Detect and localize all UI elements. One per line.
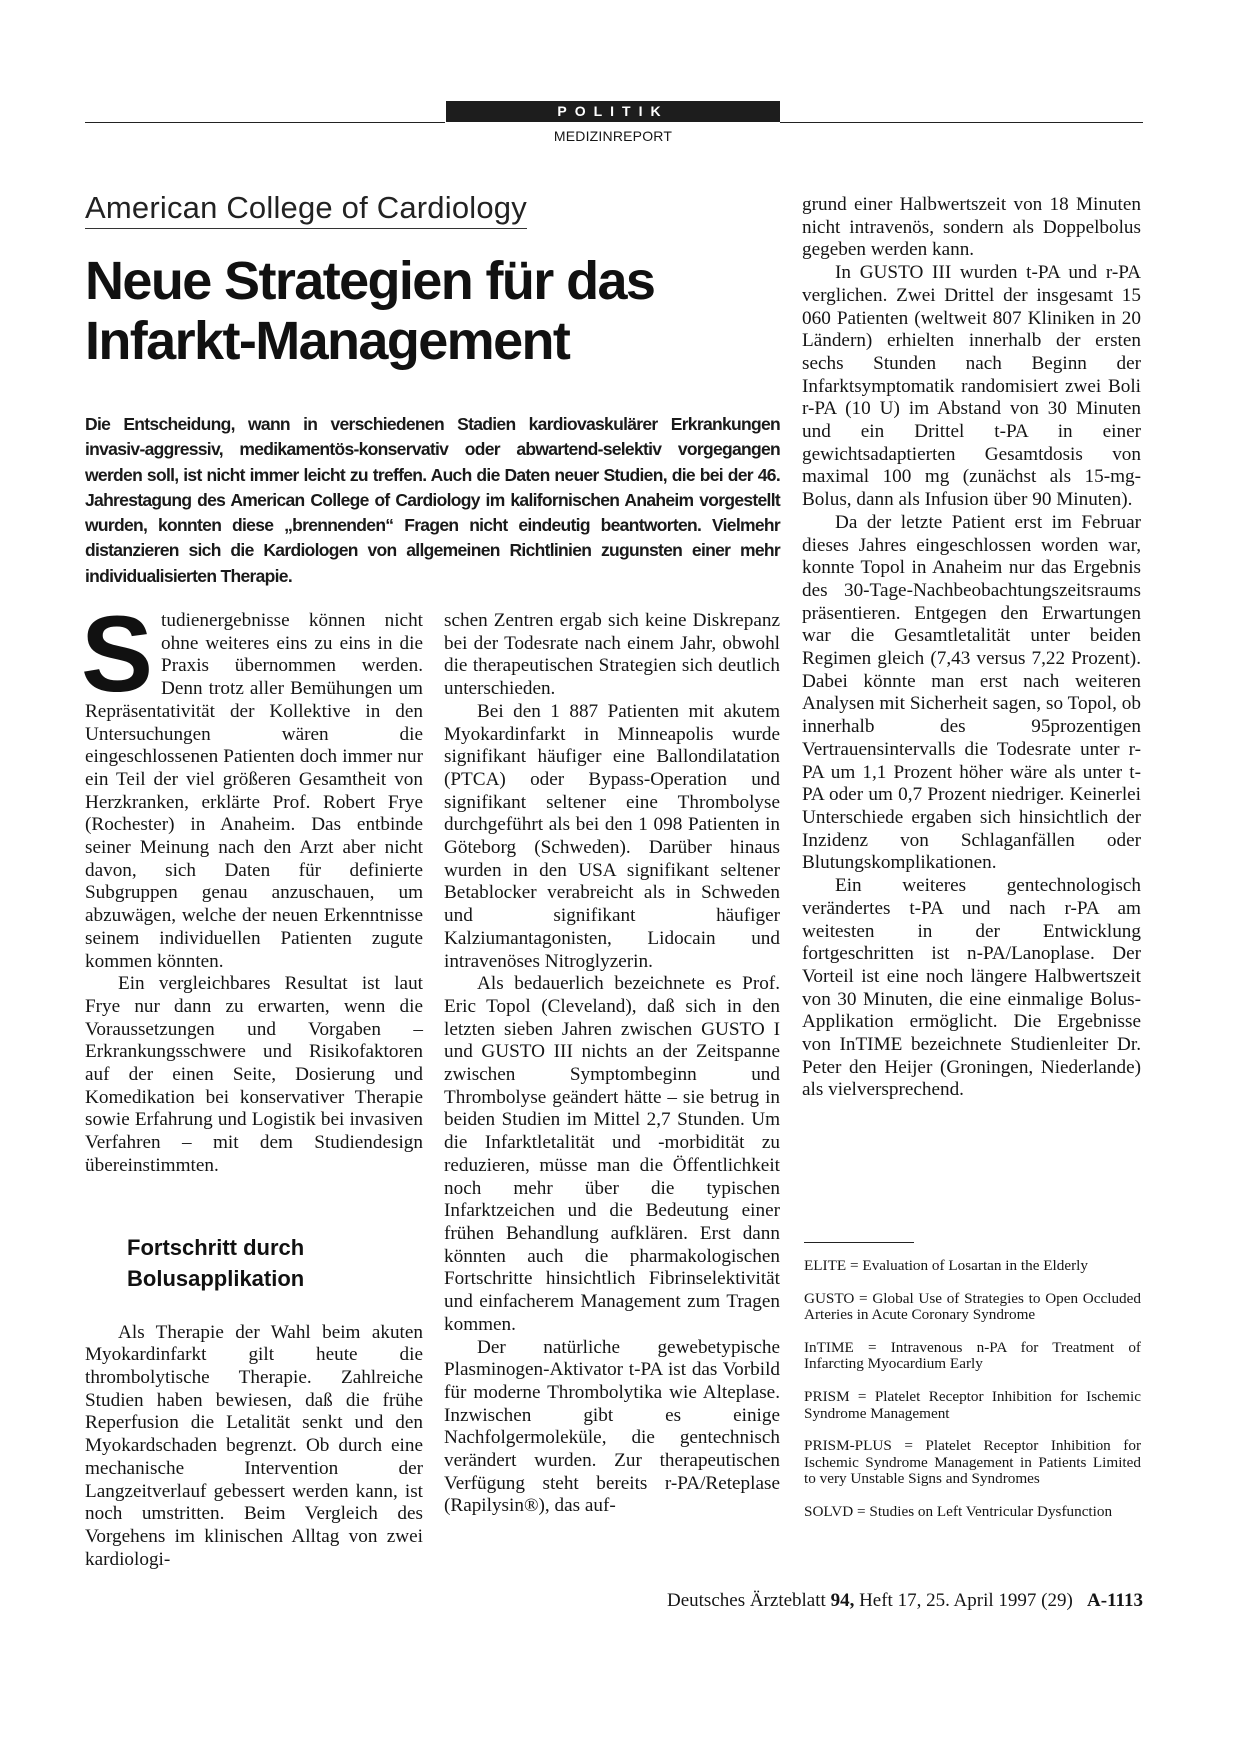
section-subhead — [127, 1232, 423, 1294]
page-footer — [667, 1590, 1143, 1612]
glossary-item: PRISM-PLUS = Platelet Receptor Inhibition for Ischemic Syndrome Management in Patients Limited to very Unstable Signs and Syndromes — [804, 1437, 1141, 1488]
glossary-rule — [804, 1242, 914, 1243]
page-number: A-1113 — [1087, 1590, 1143, 1611]
article-kicker: American College of Cardiology — [85, 190, 527, 229]
paragraph: Ein vergleichbares Resultat ist laut Frye nur dann zu erwarten, wenn die Voraussetzungen und Vorgaben – Erkrankungsschwere und Risikofaktoren auf der einen Seite, Dosierung und Komedikation bei konservativer Therapie sowie Erfahrung und Logistik bei invasiven Verfahren – mit dem Studiendesign übereinstimmten. — [85, 973, 423, 1176]
paragraph: Ein weiteres gentechnologisch verändertes t-PA und nach r-PA am weitesten in der Entwicklung fortgeschritten ist n-PA/Lanoplase. Der Vorteil ist eine noch längere Halbwertszeit von 30 Minuten, die eine einmalige Bolus-Applikation ermöglicht. Die Ergebnisse von InTIME bezeichnete Studienleiter Dr. Peter den Heijer (Groningen, Niederlande) als vielversprechend. — [802, 875, 1141, 1101]
paragraph: schen Zentren ergab sich keine Diskrepanz bei der Todesrate nach einem Jahr, obwohl die therapeutischen Strategien sich deutlich unterschieden. — [444, 610, 780, 700]
glossary-item: InTIME = Intravenous n-PA for Treatment of Infarcting Myocardium Early — [804, 1338, 1141, 1373]
paragraph: tudienergebnisse können nicht ohne weiteres eins zu eins in die Praxis übernommen werden. Denn trotz aller Bemühungen um Repräsentativität der Kollektive in den Untersuchungen wären die eingeschlossenen Patienten doch immer nur ein Teil der viel größeren Gesamtheit von Herzkranken, erklärte Prof. Robert Frye (Rochester) in Anaheim. Das entbinde seiner Meinung nach den Arzt aber nicht davon, sich Daten für definierte Subgruppen genau anzuschauen, um abzuwägen, welche der neuen Erkenntnisse seinem individuellen Patienten zugute kommen könnten. — [85, 610, 423, 972]
journal-name: Deutsches Ärzteblatt — [667, 1590, 826, 1611]
header-rule-left — [85, 122, 445, 123]
paragraph: Als bedauerlich bezeichnete es Prof. Eric Topol (Cleveland), daß sich in den letzten sieben Jahren zwischen GUSTO I und GUSTO III nichts an der Zeitspanne zwischen Symptombeginn und Thrombolyse geändert hätte – sie betrug in beiden Studien im Mittel 2,7 Stunden. Um die Infarktletalität und -morbidität zu reduzieren, müsse man die Öffentlichkeit noch mehr über die typischen Infarktzeichen und die Bedeutung einer frühen Behandlung aufklären. Erst dann könnten auch die pharmakologischen Fortschritte hinsichtlich Fibrinselektivität und einfacherem Management zum Tragen kommen. — [444, 973, 780, 1335]
body-column-2 — [444, 610, 780, 1518]
headline-line-2: Infarkt-Management — [85, 311, 570, 371]
glossary-item: PRISM = Platelet Receptor Inhibition for Ischemic Syndrome Management — [804, 1387, 1141, 1422]
paragraph: In GUSTO III wurden t-PA und r-PA verglichen. Zwei Drittel der insgesamt 15 060 Patienten (weltweit 807 Kliniken in 20 Ländern) erhielten innerhalb der ersten sechs Stunden nach Beginn der Infarktsymptomatik randomisiert zwei Boli r-PA (10 U) im Abstand von 30 Minuten und ein Drittel t-PA in einer gewichtsadaptierten Gesamtdosis von maximal 100 mg (zunächst als 15-mg-Bolus, dann als Infusion über 90 Minuten). — [802, 262, 1141, 511]
glossary-item: ELITE = Evaluation of Losartan in the Elderly — [804, 1257, 1088, 1274]
subhead-line-2: Bolusapplikation — [127, 1265, 305, 1291]
glossary-item: GUSTO = Global Use of Strategies to Open Occluded Arteries in Acute Coronary Syndrome — [804, 1289, 1141, 1324]
journal-volume: 94, — [830, 1590, 855, 1611]
abbreviation-glossary — [804, 1258, 1141, 1537]
article-headline — [85, 251, 785, 371]
headline-line-1: Neue Strategien für das — [85, 251, 655, 311]
drop-cap: S — [81, 593, 154, 714]
glossary-item: SOLVD = Studies on Left Ventricular Dysfunction — [804, 1502, 1113, 1520]
paragraph: Bei den 1 887 Patienten mit akutem Myokardinfarkt in Minneapolis wurde signifikant häufiger eine Ballondilatation (PTCA) oder Bypass-Operation und signifikant seltener eine Thrombolyse durchgeführt als bei den 1 098 Patienten in Göteborg (Schweden). Darüber hinaus wurden in den USA signifikant seltener Betablocker verabreicht als in Schweden und signifikant häufiger Kalziumantagonisten, Lidocain und intravenöses Nitroglyzerin. — [444, 700, 780, 972]
subhead-line-1: Fortschritt durch — [127, 1234, 305, 1260]
paragraph: Als Therapie der Wahl beim akuten Myokardinfarkt gilt heute die thrombolytische Therapie. Zahlreiche Studien haben bewiesen, daß die frühe Reperfusion die Letalität senkt und den Myokardschaden begrenzt. Ob durch eine mechanische Intervention der Langzeitverlauf gebessert werden kann, ist noch umstritten. Beim Vergleich des Vorgehens im klinischen Alltag von zwei kardiologi- — [85, 1321, 423, 1570]
header-rule-right — [780, 122, 1143, 123]
paragraph: Der natürliche gewebetypische Plasminogen-Aktivator t-PA ist das Vorbild für moderne Thrombolytika wie Alteplase. Inzwischen gibt es einige Nachfolgermoleküle, die gentechnisch verändert wurden. Zur therapeutischen Verfügung steht bereits r-PA/Reteplase (Rapilysin®), das auf- — [444, 1336, 780, 1517]
article-lead: Die Entscheidung, wann in verschiedenen Stadien kardiovaskulärer Erkrankungen invasiv-aggressiv, medikamentös-konservativ oder abwartend-selektiv vorgegangen werden soll, ist nicht immer leicht zu treffen. Auch die Daten neuer Studien, die bei der 46. Jahrestagung des American College of Cardiology im kalifornischen Anaheim vorgestellt wurden, konnten diese „brennenden“ Fragen nicht eindeutig beantworten. Vielmehr distanzieren sich die Kardiologen von allgemeinen Richtlinien zugunsten einer mehr individualisierten Therapie. — [85, 414, 780, 586]
body-column-3 — [802, 194, 1141, 1102]
issue-info: Heft 17, 25. April 1997 (29) — [859, 1590, 1073, 1611]
body-column-1 — [81, 593, 423, 1571]
paragraph: Da der letzte Patient erst im Februar dieses Jahres eingeschlossen worden war, konnte Topol in Anaheim nur das Ergebnis des 30-Tage-Nachbeobachtungszeitsraums präsentieren. Entgegen den Erwartungen war die Gesamtletalität unter beiden Regimen gleich (7,43 versus 7,22 Prozent). Dabei könnte man erst nach weiteren Analysen mit Sicherheit sagen, so Topol, ob innerhalb des 95prozentigen Vertrauensintervalls die Todesrate unter r-PA um 1,1 Prozent höher wäre als unter t-PA oder um 0,7 Prozent niedriger. Keinerlei Unterschiede ergaben sich hinsichtlich der Inzidenz von Schlaganfällen oder Blutungskomplikationen. — [802, 511, 1141, 874]
section-label: POLITIK — [446, 101, 780, 122]
paragraph: grund einer Halbwertszeit von 18 Minuten nicht intravenös, sondern als Doppelbolus gegeben werden kann. — [802, 194, 1141, 261]
subsection-label: MEDIZINREPORT — [553, 128, 673, 144]
